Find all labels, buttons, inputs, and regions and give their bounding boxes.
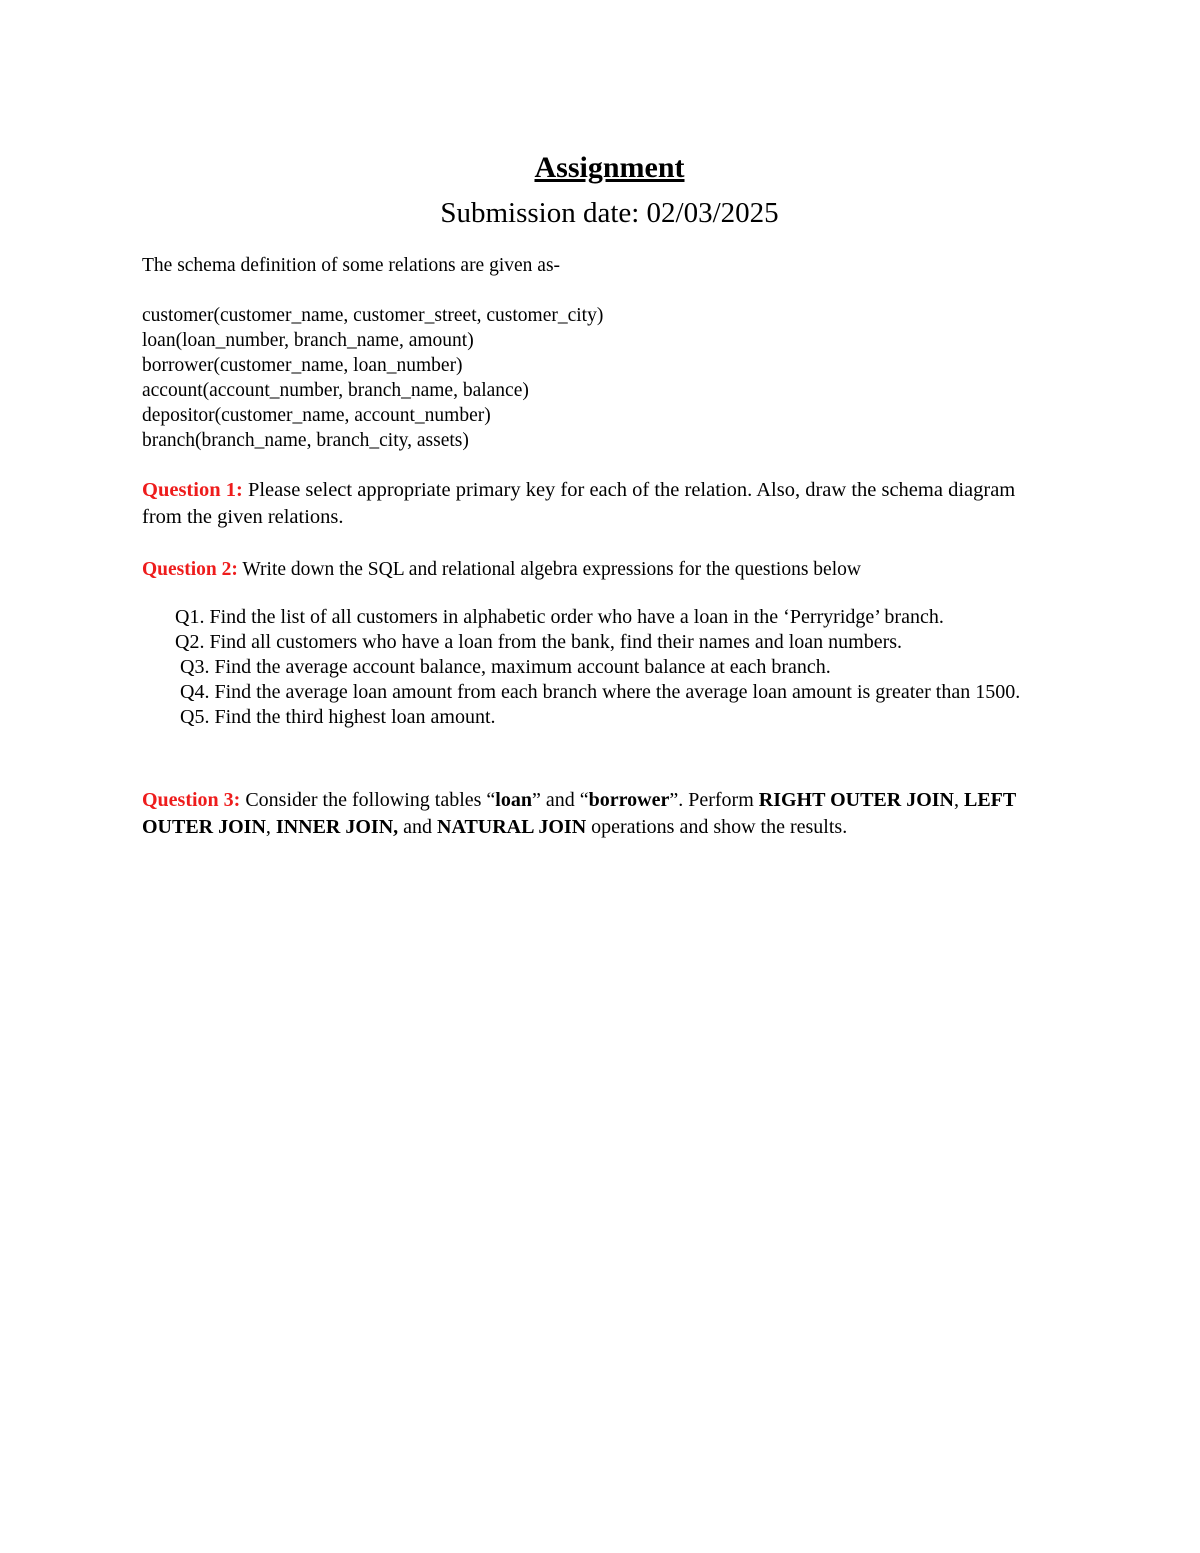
question-2-label: Question 2: [142,559,238,580]
question-3 [142,787,1042,841]
question-3-text-5: , [265,816,276,838]
schema-loan: loan(loan_number, branch_name, amount) [142,330,474,351]
schema-account: account(account_number, branch_name, balance) [142,380,529,401]
schema-list [142,303,1042,453]
join-natural: NATURAL JOIN [437,816,587,838]
schema-customer: customer(customer_name, customer_street, customer_city) [142,305,604,326]
submission-date: Submission date: 02/03/2025 [440,197,779,229]
question-2-text: Write down the SQL and relational algebra expressions for the questions below [237,559,861,580]
question-3-text-6: and [398,816,438,838]
question-3-text-2: ” and “ [531,789,589,811]
question-1-text: Please select appropriate primary key for each of the relation. Also, draw the schema diagram from the given relations. [142,479,1016,528]
schema-borrower: borrower(customer_name, loan_number) [142,355,463,376]
page-title: Assignment [534,151,685,184]
sub-question-q2: Q2. Find all customers who have a loan from the bank, find their names and loan numbers. [175,631,903,653]
table-name-loan: loan [495,789,532,811]
join-inner: INNER JOIN, [275,816,399,838]
sub-question-q5: Q5. Find the third highest loan amount. [180,706,496,728]
sub-question-q1: Q1. Find the list of all customers in alphabetic order who have a loan in the ‘Perryridge’ branch. [175,606,944,628]
question-2-items [142,605,1042,730]
intro-text: The schema definition of some relations are given as- [142,255,561,276]
question-1-label: Question 1: [142,479,243,501]
schema-branch: branch(branch_name, branch_city, assets) [142,430,469,451]
sub-question-q4: Q4. Find the average loan amount from each branch where the average loan amount is greater than 1500. [180,681,1021,703]
join-right-outer: RIGHT OUTER JOIN [758,789,954,811]
question-2 [142,557,1042,582]
sub-question-q3: Q3. Find the average account balance, maximum account balance at each branch. [180,656,831,678]
table-name-borrower: borrower [588,789,670,811]
question-1 [142,477,1042,531]
schema-depositor: depositor(customer_name, account_number) [142,405,491,426]
question-3-label: Question 3: [142,789,241,811]
question-3-text-4: , [954,789,964,811]
question-3-text-3: ”. Perform [669,789,759,811]
question-3-text-1: Consider the following tables “ [240,789,496,811]
join-left-outer: LEFT OUTER JOIN [142,789,1016,838]
question-3-text-7: operations and show the results. [586,816,848,838]
